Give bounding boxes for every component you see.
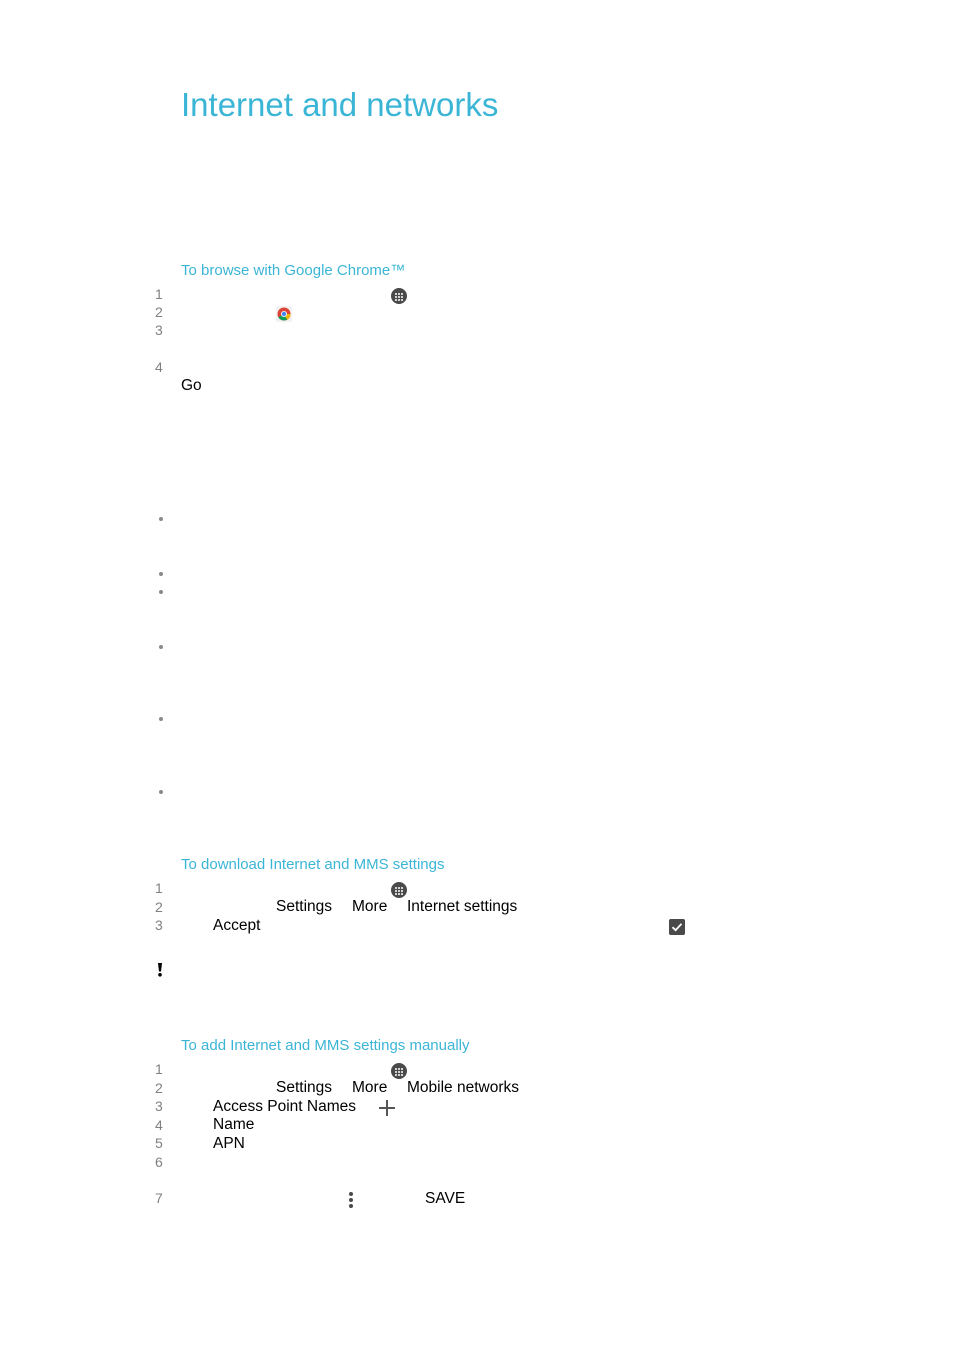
- internet-settings-label: Internet settings: [407, 898, 518, 915]
- mobile-networks-label: Mobile networks: [407, 1079, 519, 1096]
- step-number: 6: [155, 1154, 163, 1170]
- checkbox-checked-icon: [669, 919, 685, 935]
- step-number: 7: [155, 1190, 163, 1206]
- step-number: 2: [155, 1080, 163, 1096]
- step-number: 4: [155, 1117, 163, 1133]
- overflow-menu-icon: [349, 1192, 353, 1208]
- settings-label: Settings: [276, 1079, 333, 1096]
- accept-label: Accept: [213, 917, 261, 934]
- apps-icon: [391, 882, 407, 898]
- bullet: [159, 645, 163, 649]
- step-number: 1: [155, 286, 163, 302]
- bullet: [159, 790, 163, 794]
- step-number: 4: [155, 359, 163, 375]
- section-heading-add-settings-manually: To add Internet and MMS settings manually: [181, 1037, 470, 1054]
- save-label: SAVE: [425, 1190, 466, 1207]
- section-heading-download-settings: To download Internet and MMS settings: [181, 856, 445, 873]
- chrome-icon: [276, 306, 292, 322]
- access-point-names-label: Access Point Names: [213, 1098, 356, 1115]
- apn-field-label: APN: [213, 1135, 245, 1152]
- settings-label: Settings: [276, 898, 333, 915]
- bullet: [159, 517, 163, 521]
- step-number: 3: [155, 917, 163, 933]
- bullet: [159, 717, 163, 721]
- name-field-label: Name: [213, 1116, 255, 1133]
- step-number: 3: [155, 1098, 163, 1114]
- go-label: Go: [181, 377, 202, 394]
- section-heading-browse-chrome: To browse with Google Chrome™: [181, 262, 406, 279]
- step-number: 2: [155, 304, 163, 320]
- bullet: [159, 590, 163, 594]
- step-number: 2: [155, 899, 163, 915]
- apps-icon: [391, 1063, 407, 1079]
- page-title: Internet and networks: [181, 86, 499, 123]
- step-number: 3: [155, 322, 163, 338]
- more-label: More: [352, 1079, 388, 1096]
- step-number: 1: [155, 880, 163, 896]
- bullet: [159, 572, 163, 576]
- more-label: More: [352, 898, 388, 915]
- step-number: 5: [155, 1135, 163, 1151]
- step-number: 1: [155, 1061, 163, 1077]
- plus-icon: [379, 1100, 395, 1116]
- apps-icon: [391, 288, 407, 304]
- exclamation-icon: [157, 963, 163, 977]
